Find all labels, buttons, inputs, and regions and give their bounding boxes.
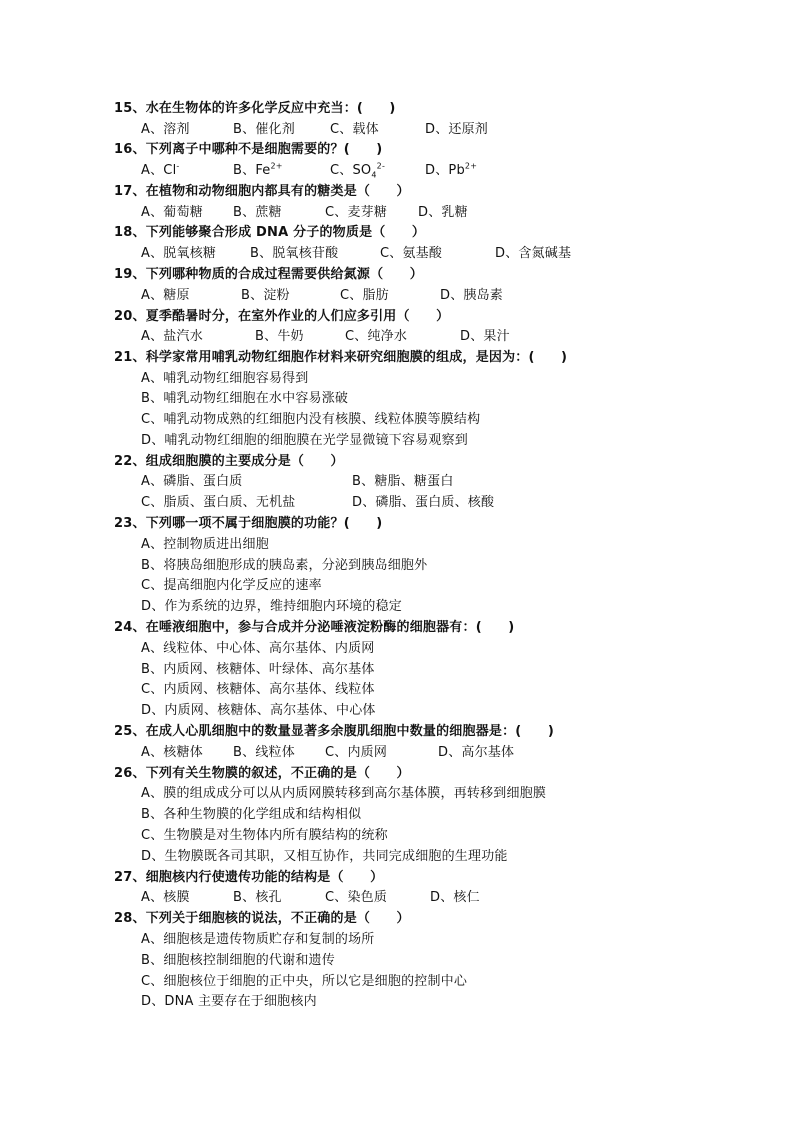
option-text: C、染色质 [325,890,388,905]
question-18-option [141,245,216,262]
question-21-stem: 21、科学家常用哺乳动物红细胞作材料来研究细胞膜的组成，是因为：( ) [114,350,568,365]
question-27-option [141,889,190,906]
option-text: B、线粒体 [233,745,295,760]
question-21-option: C、哺乳动物成熟的红细胞内没有核膜、线粒体膜等膜结构 [141,412,481,427]
question-18-option [495,245,571,262]
question-27-option [325,889,387,906]
option-text: C、载体 [330,122,379,137]
option-text: A、脱氧核糖 [141,246,217,261]
option-text: C、SO [330,163,372,178]
question-22-option: D、磷脂、蛋白质、核酸 [352,495,495,510]
question-23-option: C、提高细胞内化学反应的速率 [141,578,322,593]
question-28-option: D、DNA 主要存在于细胞核内 [141,994,317,1009]
option-text: B、Fe [233,163,271,178]
question-20-option [460,328,510,345]
question-19-option [340,287,389,304]
question-22-option: C、脂质、蛋白质、无机盐 [141,495,296,510]
option-text: A、盐汽水 [141,329,203,344]
option-text: A、核膜 [141,890,190,905]
option-text: B、蔗糖 [233,205,282,220]
question-26-option: C、生物膜是对生物体内所有膜结构的统称 [141,828,388,843]
question-25-option [141,744,203,761]
option-text: A、核糖体 [141,745,203,760]
question-28-stem: 28、下列关于细胞核的说法，不正确的是（ ） [114,911,410,926]
option-text: D、Pb [425,163,465,178]
question-20-stem: 20、夏季酷暑时分，在室外作业的人们应多引用（ ） [114,309,450,324]
question-23-option: B、将胰岛细胞形成的胰岛素，分泌到胰岛细胞外 [141,558,428,573]
question-17-option [418,204,468,221]
question-24-option: A、线粒体、中心体、高尔基体、内质网 [141,641,375,656]
option-text: D、还原剂 [425,122,489,137]
question-25-option [233,744,295,761]
question-15-stem: 15、水在生物体的许多化学反应中充当：( ) [114,101,396,116]
question-21-option: D、哺乳动物红细胞的细胞膜在光学显微镜下容易观察到 [141,433,469,448]
question-23-option: A、控制物质进出细胞 [141,537,269,552]
question-15-option [330,121,379,138]
question-19-option [440,287,503,304]
option-text: C、内质网 [325,745,388,760]
option-superscript: - [176,161,180,171]
option-text: B、催化剂 [233,122,295,137]
question-21-option: A、哺乳动物红细胞容易得到 [141,371,309,386]
question-20-option [255,328,304,345]
option-text: A、溶剂 [141,122,190,137]
option-text: B、核孔 [233,890,282,905]
option-superscript: 2+ [464,161,478,171]
question-26-stem: 26、下列有关生物膜的叙述，不正确的是（ ） [114,766,410,781]
question-25-option [325,744,387,761]
question-24-option: B、内质网、核糖体、叶绿体、高尔基体 [141,662,375,677]
question-20-option [141,328,203,345]
question-17-stem: 17、在植物和动物细胞内都具有的糖类是（ ） [114,184,410,199]
question-27-stem: 27、细胞核内行使遗传功能的结构是（ ） [114,870,384,885]
question-24-stem: 24、在唾液细胞中，参与合成并分泌唾液淀粉酶的细胞器有：( ) [114,620,515,635]
question-22-option: B、糖脂、糖蛋白 [352,474,454,489]
question-18-option [380,245,442,262]
question-28-option: B、细胞核控制细胞的代谢和遗传 [141,953,335,968]
question-15-option [141,121,190,138]
question-16-option [330,162,385,179]
option-text: D、胰岛素 [440,288,504,303]
option-text: A、葡萄糖 [141,205,203,220]
option-text: D、含氮碱基 [495,246,572,261]
option-text: C、脂肪 [340,288,389,303]
question-26-option: A、膜的组成成分可以从内质网膜转移到高尔基体膜，再转移到细胞膜 [141,786,547,801]
option-text: C、纯净水 [345,329,408,344]
option-superscript: 2- [376,161,386,171]
question-18-option [250,245,338,262]
question-22-stem: 22、组成细胞膜的主要成分是（ ） [114,454,344,469]
option-text: B、脱氧核苷酸 [250,246,339,261]
question-28-option: C、细胞核位于细胞的正中央，所以它是细胞的控制中心 [141,974,468,989]
question-21-option: B、哺乳动物红细胞在水中容易涨破 [141,391,349,406]
question-15-option [233,121,295,138]
question-27-option [233,889,282,906]
question-18-stem: 18、下列能够聚合形成 DNA 分子的物质是（ ） [114,225,426,240]
question-25-stem: 25、在成人心肌细胞中的数量显著多余腹肌细胞中数量的细胞器是：( ) [114,724,554,739]
question-19-option [241,287,290,304]
question-17-option [233,204,282,221]
question-28-option: A、细胞核是遗传物质贮存和复制的场所 [141,932,375,947]
question-26-option: D、生物膜既各司其职，又相互协作，共同完成细胞的生理功能 [141,849,508,864]
option-text: D、高尔基体 [438,745,515,760]
option-text: C、麦芽糖 [325,205,388,220]
question-16-option [425,162,477,179]
question-25-option [438,744,514,761]
question-23-option: D、作为系统的边界，维持细胞内环境的稳定 [141,599,403,614]
question-16-stem: 16、下列离子中哪种不是细胞需要的？( ) [114,142,383,157]
option-text: A、糖原 [141,288,190,303]
question-17-option [141,204,203,221]
question-17-option [325,204,387,221]
option-text: B、淀粉 [241,288,290,303]
question-24-option: D、内质网、核糖体、高尔基体、中心体 [141,703,376,718]
option-superscript: 2+ [270,161,283,171]
question-27-option [430,889,480,906]
question-26-option: B、各种生物膜的化学组成和结构相似 [141,807,362,822]
question-16-option [233,162,283,179]
option-text: D、果汁 [460,329,510,344]
question-19-option [141,287,190,304]
option-text: A、Cl [141,163,177,178]
question-22-option: A、磷脂、蛋白质 [141,474,243,489]
question-19-stem: 19、下列哪种物质的合成过程需要供给氮源（ ） [114,267,423,282]
question-15-option [425,121,488,138]
option-subscript: 4 [371,170,377,180]
question-24-option: C、内质网、核糖体、高尔基体、线粒体 [141,682,375,697]
question-23-stem: 23、下列哪一项不属于细胞膜的功能？( ) [114,516,383,531]
option-text: B、牛奶 [255,329,304,344]
option-text: C、氨基酸 [380,246,443,261]
question-16-option [141,162,179,179]
option-text: D、核仁 [430,890,480,905]
question-20-option [345,328,407,345]
option-text: D、乳糖 [418,205,468,220]
